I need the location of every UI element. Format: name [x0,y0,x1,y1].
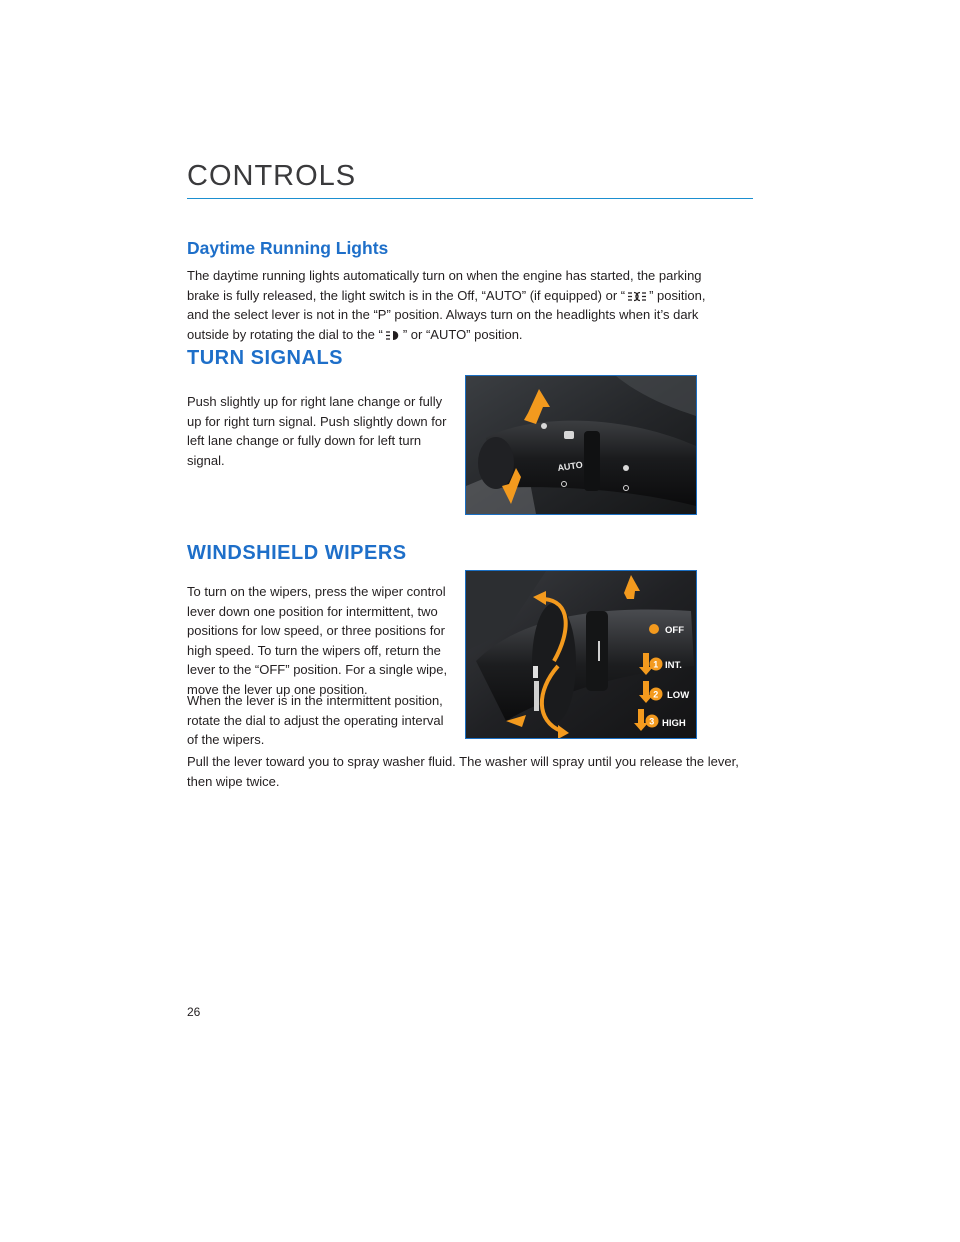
wiper-lever-photo [465,570,697,739]
wipers-text-2: When the lever is in the intermittent position, rotate the dial to adjust the operating interval of the wipers. [187,693,444,747]
section-title: CONTROLS [187,160,357,192]
daytime-running-lights-text [187,266,707,344]
wipers-text-1: To turn on the wipers, press the wiper control lever down one position for intermittent, two positions for low speed, or three positions for high speed. To turn the wipers off, return the lever to the “OFF” position. For a single wipe, move the lever up one position. [187,584,448,697]
drl-text-part-3: ” or “AUTO” position. [402,326,523,342]
turn-signals-text: Push slightly up for right lane change or fully up for right turn signal. Push slightly down for left lane change or fully down for left turn signal. [187,394,447,468]
drl-text-part-1: The daytime running lights automatically turn on when the engine has started, the parking brake is fully released, the light switch is in the Off, “AUTO” (if equipped) or “ [187,268,702,303]
off-position-dot [649,624,659,634]
auto-label: AUTO [556,459,584,473]
header-divider [187,198,753,199]
drl-text-part-2: ” position, and the select lever is not in the “P” position. Always turn on the headlights when it’s dark outside by rotating the dial to the “ [187,287,706,342]
high-number: 3 [649,716,655,727]
daytime-running-lights-heading: Daytime Running Lights [187,238,389,258]
parking-lights-icon [627,291,647,302]
wipers-text-3: Pull the lever toward you to spray washer fluid. The washer will spray until you release the lever, then wipe twice. [187,754,739,789]
int-number: 1 [653,659,659,670]
int-label: INT. [665,660,682,671]
off-label: OFF [665,625,684,636]
turn-signals-heading: TURN SIGNALS [187,347,343,369]
high-label: HIGH [662,718,686,729]
windshield-wipers-heading: WINDSHIELD WIPERS [187,542,407,564]
low-label: LOW [667,690,690,701]
page-number: 26 [187,1005,201,1019]
headlight-icon [385,330,401,341]
turn-signal-lever-photo [465,375,697,515]
low-number: 2 [653,689,659,700]
